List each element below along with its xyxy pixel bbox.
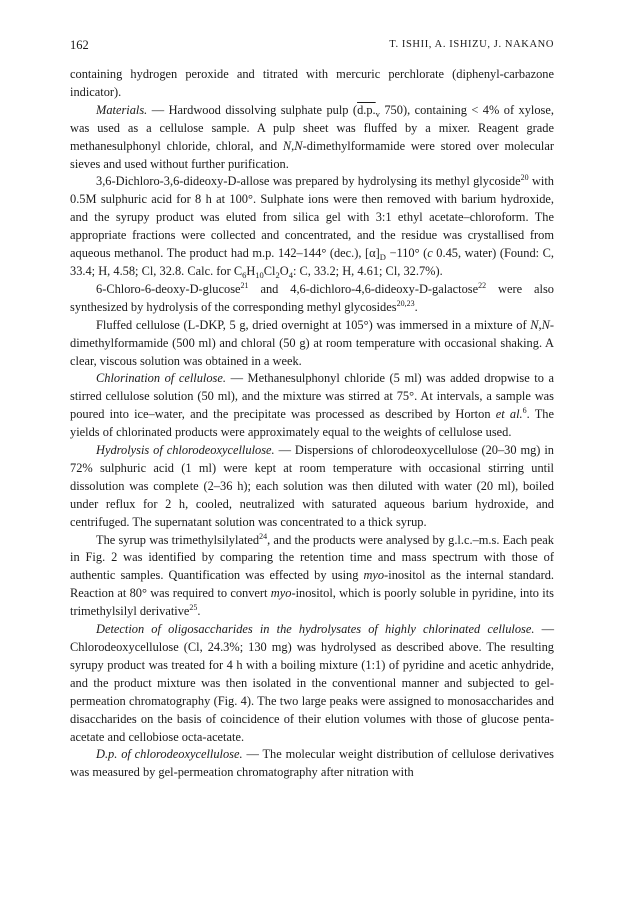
paragraph-trimethylsilylation: The syrup was trimethylsilylated$^{24}$, and the products were analysed by g.l.c.–m.s. Each peak in Fig. 2 was identified by comparing the retention time and mass spectrum with those of authentic samples. Quantification was effected by using myo-inositol as the internal standard. Reaction at 80° was required to convert myo-inositol, which is poorly soluble in pyridine, into its trimethylsilyl derivative$^{25}$. [70,531,554,619]
reference-marker: 22 [478,280,487,290]
section-label-hydrolysis: Hydrolysis of chlorodeoxycellulose. [96,443,275,458]
section-label-materials: Materials. [96,102,148,117]
reference-marker: 25 [189,603,198,613]
section-label-oligosaccharides: Detection of oligosaccharides in the hydrolysates of highly chlorinated cellulose. [96,622,535,637]
page [70,38,554,782]
section-label-dp: D.p. of chlorodeoxycellulose. [96,747,243,762]
paragraph-hydrolysis: Hydrolysis of chlorodeoxycellulose. — Dispersions of chlorodeoxycellulose (20–30 mg) in 72% sulphuric acid (1 ml) were kept at room temperature with occasional stirring until dissolution was complete (2–36 h); each solution was then diluted with water (20 ml), boiled under reflux for 2 h, cooled, neutralized with saturated aqueous barium hydroxide, and centrifuged. The supernatant solution was concentrated to a thick syrup. [70,443,554,529]
page-number: 162 [70,38,89,52]
body-text [70,66,554,782]
running-head: T. ISHII, A. ISHIZU, J. NAKANO [389,39,554,50]
paragraph-cellulose-solution: Fluffed cellulose (L-DKP, 5 g, dried overnight at 105°) was immersed in a mixture of N,N-dimethylformamide (500 ml) and chloral (50 g) at room temperature with occasional shaking. A clear, viscous solution was obtained in a week. [70,317,554,368]
paragraph-oligosaccharides: Detection of oligosaccharides in the hydrolysates of highly chlorinated cellulose. — Chlorodeoxycellulose (Cl, 24.3%; 130 mg) was hydrolysed as described above. The resulting syrupy product was treated for 4 h with a boiling mixture (1:1) of pyridine and acetic anhydride, and the product mixture was then isolated in the conventional manner and subjected to gel-permeation chromatography (Fig. 4). The two large peaks were assigned to monosaccharides and disaccharides on the basis of coincidence of their elution volumes with those of glucose penta-acetate and cellobiose octa-acetate. [70,622,554,744]
reference-marker: 6 [522,406,527,416]
paragraph-allose-preparation: 3,6-Dichloro-3,6-dideoxy-D-allose was prepared by hydrolysing its methyl glycoside$^{20}$ with 0.5M sulphuric acid for 8 h at 100°. Sulphate ions were then removed with barium hydroxide, and the syrupy product was eluted from silica gel with 3:1 ethyl acetate–chloroform. The appropriate fractions were collected and concentrated, and the residue was crystallised from aqueous methanol. The product had m.p. 142–144° (dec.), $[\alpha]_D -110^\circ$ (c 0.45, water) (Found: C, 33.4; H, 4.58; Cl, 32.8. Calc. for $C_6H_{10}Cl_2O_4$: C, 33.2; H, 4.61; Cl, 32.7%). [70,173,555,280]
reference-marker: 24 [259,531,268,541]
paragraph-continuation: containing hydrogen peroxide and titrated with mercuric perchlorate (diphenyl-carbazone indicator). [70,67,554,99]
reference-marker: 20,23 [396,298,415,308]
paragraph-chlorination: Chlorination of cellulose. — Methanesulphonyl chloride (5 ml) was added dropwise to a stirred cellulose solution (50 ml), and the mixture was stirred at 75°. At intervals, a sample was poured into ice–water, and the precipitate was processed as described by Horton et al.$^6$. The yields of chlorinated products were approximately equal to the weights of cellulose used. [70,371,555,440]
paragraph-dp: D.p. of chlorodeoxycellulose. — The molecular weight distribution of cellulose derivatives was measured by gel-permeation chromatography after nitration with [70,747,554,780]
reference-marker: 21 [240,280,249,290]
section-label-chlorination: Chlorination of cellulose. [96,371,226,386]
paragraph-other-sugars: 6-Chloro-6-deoxy-D-glucose$^{21}$ and 4,6-dichloro-4,6-dideoxy-D-galactose$^{22}$ were also synthesized by hydrolysis of the corresponding methyl glycosides$^{20,23}$. [70,280,554,314]
page-header [70,38,554,56]
reference-marker: 20 [520,173,529,183]
paragraph-materials: Materials. — Hardwood dissolving sulphate pulp ($d.p._v$ 750), containing < 4% of xylose, was used as a cellulose sample. A pulp sheet was fluffed by a mixer. Reagent grade methanesulphonyl chloride, chloral, and N,N-dimethylformamide were stored over molecular sieves and used without further purification. [70,102,554,171]
